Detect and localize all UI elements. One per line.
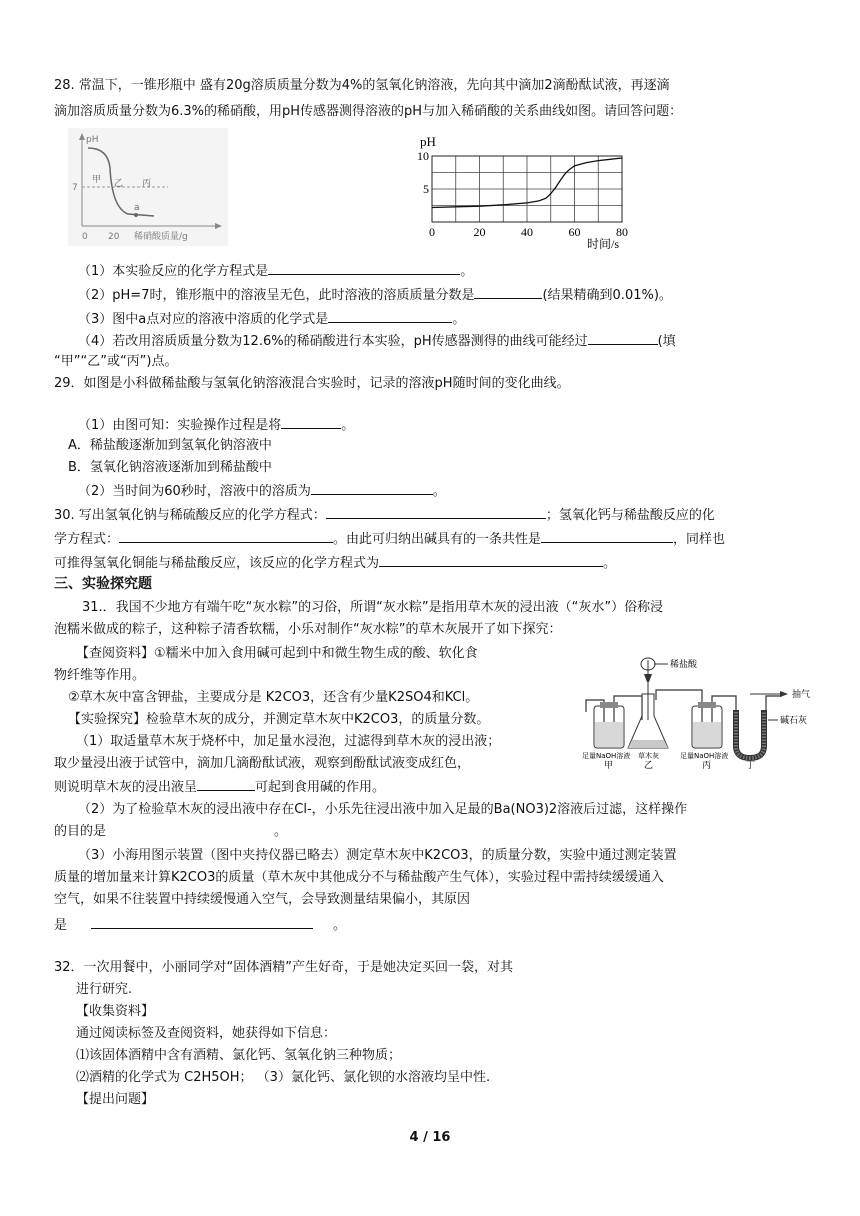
fig1-bing: 丙 xyxy=(142,179,152,189)
q30-line3: 可推得氢氧化铜能与稀盐酸反应，该反应的化学方程式为 。 xyxy=(54,552,616,574)
x-axis-label: 时间/s xyxy=(586,237,620,251)
q31-line2: 泡糯米做成的粽子，这种粽子清香软糯，小乐对制作“灰水粽”的草木灰展开了如下探究： xyxy=(54,622,562,637)
q31-line10: （2）为了检验草木灰的浸出液中存在Cl-，小乐先往浸出液中加入足最的Ba(NO3)2溶液后过滤，这样操作 xyxy=(78,802,688,817)
fig1-ylabel: pH xyxy=(86,135,99,145)
label-jia: 甲 xyxy=(604,761,614,771)
label-naoh-1: 足量NaOH溶液 xyxy=(582,752,631,760)
q28-q4: （4）若改用溶质质量分数为12.6%的稀硝酸进行本实验，pH传感器测得的曲线可能经过 (填 xyxy=(78,330,676,352)
q32-line5: ⑴该固体酒精中含有酒精、氯化钙、氢氧化钠三种物质； xyxy=(76,1048,402,1063)
q31-line6: 【实验探究】检验草木灰的成分，并测定草木灰中K2CO3，的质量分数。 xyxy=(68,712,490,727)
x-tick-label: 20 xyxy=(473,225,486,239)
fig1-xlabel: 稀硝酸质量/g xyxy=(134,232,188,242)
q31-line5: ②草木灰中富含钾盐，主要成分是 K2CO3，还含有少量K2SO4和KCl。 xyxy=(68,690,479,705)
fig1-x0: 0 xyxy=(82,232,88,242)
x-tick-label: 80 xyxy=(616,225,628,239)
label-bing: 丙 xyxy=(702,761,712,771)
x-tick-label: 40 xyxy=(521,225,533,239)
bottle-jia xyxy=(594,702,624,748)
label-ding: 丁 xyxy=(746,761,756,771)
fig1-y7: 7 xyxy=(72,183,78,193)
fig1-jia: 甲 xyxy=(92,175,102,185)
q28-figure-ph-curve xyxy=(68,128,228,246)
fig1-x20: 20 xyxy=(108,232,120,242)
q31-line15: 是 。 xyxy=(54,914,346,936)
y-tick-label: 5 xyxy=(423,182,429,196)
q32-line2: 进行研究. xyxy=(76,982,133,997)
q28-q4-cont: “甲”“乙”或“丙”)点。 xyxy=(54,354,178,369)
q29-stem: 29．如图是小科做稀盐酸与氢氧化钠溶液混合实验时，记录的溶液pH随时间的变化曲线。 xyxy=(54,376,570,391)
label-naoh-2: 足量NaOH溶液 xyxy=(680,752,729,760)
q32-line3: 【收集资料】 xyxy=(76,1004,155,1019)
label-ash: 草木灰 xyxy=(638,752,659,760)
q29-q2: （2）当时间为60秒时，溶液中的溶质为 。 xyxy=(78,480,446,502)
q28-q3: （3）图中a点对应的溶液中溶质的化学式是 。 xyxy=(78,308,465,330)
fig1-yi: 乙 xyxy=(114,179,124,189)
label-soda-lime: 碱石灰 xyxy=(780,716,808,726)
ph-time-chart xyxy=(417,132,628,251)
label-yi: 乙 xyxy=(644,761,654,771)
q28-q1: （1）本实验反应的化学方程式是 。 xyxy=(78,260,473,282)
q29-q1: （1）由图可知：实验操作过程是将 。 xyxy=(78,414,354,436)
q31-line13: 质量的增加量来计算K2CO3的质量（草木灰中其他成分不与稀盐酸产生气体），实验过程中需持续缓缓通入 xyxy=(54,870,664,885)
q28-q2: （2）pH=7时，锥形瓶中的溶液呈无色，此时溶液的溶质质量分数是 (结果精确到0.01%)。 xyxy=(78,284,672,306)
q31-line11: 的目的是 。 xyxy=(54,824,288,839)
y-tick-label: 10 xyxy=(417,149,429,163)
section-title: 三、实验探究题 xyxy=(54,576,152,592)
q31-line1: 31.．我国不少地方有端午吃“灰水粽”的习俗，所谓“灰水粽”是指用草木灰的浸出液（“灰水”）俗称浸 xyxy=(82,600,664,615)
x-tick-label: 60 xyxy=(568,225,581,239)
page-number: 4 / 16 xyxy=(409,1130,451,1145)
y-axis-label: pH xyxy=(420,134,436,149)
q32-line1: 32．一次用餐中，小丽同学对“固体酒精”产生好奇，于是她决定买回一袋，对其 xyxy=(54,960,514,975)
q31-line4: 物纤维等作用。 xyxy=(54,668,146,683)
q32-line7: 【提出问题】 xyxy=(76,1092,155,1107)
q28-line2: 滴加溶质质量分数为6.3%的稀硝酸，用pH传感器测得溶液的pH与加入稀硝酸的关系曲线如图。请回答问题： xyxy=(54,104,683,119)
q31-line12: （3）小海用图示装置（图中夹持仪器已略去）测定草木灰中K2CO3，的质量分数，实验中通过测定装置 xyxy=(78,848,677,863)
bottle-bing xyxy=(692,702,722,748)
label-pump: 抽气 xyxy=(792,690,811,700)
q31-line7: （1）取适量草木灰于烧杯中，加足量水浸泡，过滤得到草木灰的浸出液； xyxy=(76,734,501,749)
q32-line4: 通过阅读标签及查阅资料，她获得如下信息： xyxy=(76,1026,337,1041)
q31-line8: 取少量浸出液于试管中，滴加几滴酚酞试液，观察到酚酞试液变成红色， xyxy=(54,756,471,771)
u-tube-ding xyxy=(736,688,810,758)
q31-line9: 则说明草木灰的浸出液呈 可起到食用碱的作用。 xyxy=(54,776,385,798)
q30-line2: 学方程式： 。由此可归纳出碱具有的一条共性是 ，同样也 xyxy=(54,528,725,550)
q28-line1: 28. 常温下，一锥形瓶中 盛有20g溶质质量分数为4%的氢氧化钠溶液，先向其中滴加2滴酚酞试液，再逐滴 xyxy=(54,78,670,93)
q29-option-b: B．氢氧化钠溶液逐渐加到稀盐酸中 xyxy=(68,460,272,475)
q32-line6: ⑵酒精的化学式为 C2H5OH； （3）氯化钙、氯化钡的水溶液均呈中性. xyxy=(76,1070,491,1085)
fig1-a: a xyxy=(134,203,140,213)
x-tick-label: 0 xyxy=(429,225,435,239)
q30-line1: 30. 写出氢氧化钠与稀硫酸反应的化学方程式： ；氢氧化钙与稀盐酸反应的化 xyxy=(54,504,715,526)
apparatus-figure xyxy=(582,650,830,771)
q29-option-a: A．稀盐酸逐渐加到氢氧化钠溶液中 xyxy=(68,438,272,453)
flask-yi xyxy=(628,658,698,748)
q31-line3: 【查阅资料】①糯米中加入食用碱可起到中和微生物生成的酸、软化食 xyxy=(76,646,478,661)
label-acid: 稀盐酸 xyxy=(670,660,698,670)
q31-line14: 空气，如果不往装置中持续缓慢通入空气，会导致测量结果偏小，其原因 xyxy=(54,892,471,907)
